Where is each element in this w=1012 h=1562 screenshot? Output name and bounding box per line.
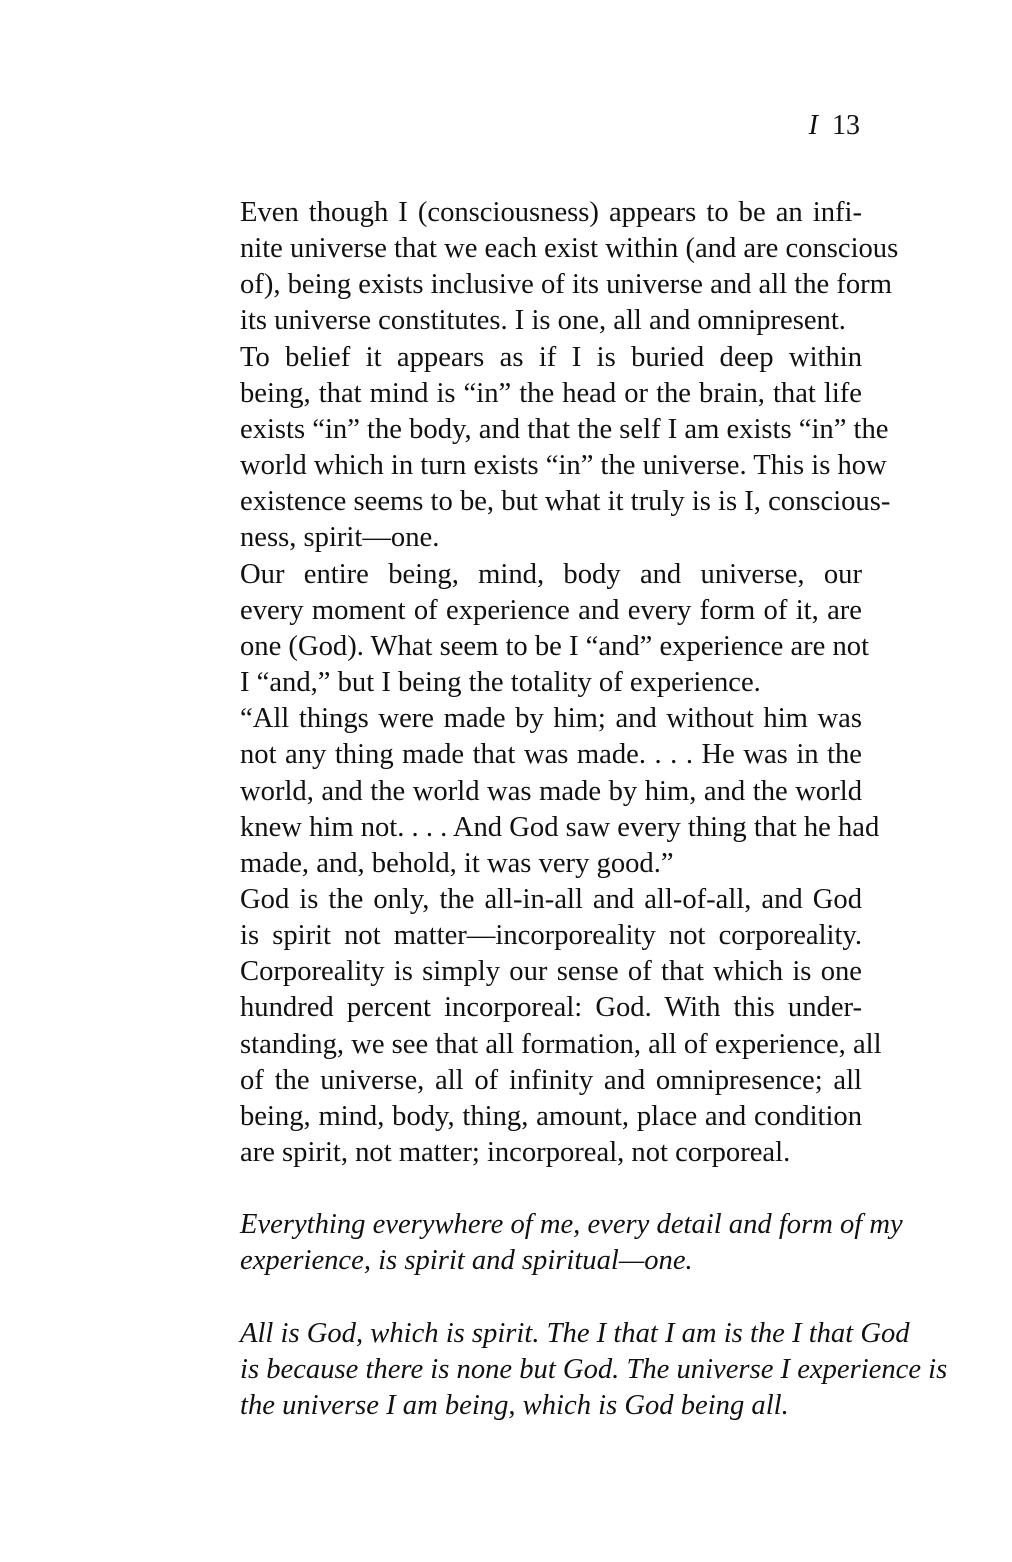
text-line: knew him not. . . . And God saw every thing that he had [240, 811, 880, 843]
text-line: not any thing made that was made. . . . He was in the [240, 739, 862, 771]
page-number: 13 [832, 110, 860, 141]
text-line: hundred percent incorporeal: God. With this under- [240, 992, 862, 1024]
text-line: ness, spirit—one. [240, 522, 440, 554]
text-line: All is God, which is spirit. The I that I am is the I that God [240, 1317, 910, 1349]
running-title: I [808, 110, 818, 141]
text-line: world which in turn exists “in” the universe. This is how [240, 450, 887, 482]
text-line: is because there is none but God. The universe I experience is [240, 1353, 948, 1385]
text-line: I “and,” but I being the totality of experience. [240, 667, 761, 699]
text-line: the universe I am being, which is God being all. [240, 1389, 789, 1421]
text-line: world, and the world was made by him, and the world [240, 775, 862, 807]
text-line: God is the only, the all-in-all and all-of-all, and God [240, 883, 862, 915]
text-line: Our entire being, mind, body and universe, our [240, 558, 862, 590]
text-line: existence seems to be, but what it truly is is I, conscious- [240, 486, 891, 518]
text-line: nite universe that we each exist within (and are conscious [240, 233, 899, 265]
text-line: its universe constitutes. I is one, all and omnipresent. [240, 305, 846, 337]
text-line: To belief it appears as if I is buried deep within [240, 341, 862, 373]
text-line: Corporeality is simply our sense of that which is one [240, 956, 862, 988]
text-line: “All things were made by him; and without him was [240, 703, 862, 735]
text-line: every moment of experience and every form of it, are [240, 594, 862, 626]
text-line: made, and, behold, it was very good.” [240, 847, 674, 879]
text-line: being, mind, body, thing, amount, place and condition [240, 1100, 862, 1132]
italic-statement [200, 1207, 903, 1279]
paragraph [200, 701, 880, 882]
text-line: of), being exists inclusive of its universe and all the form [240, 269, 892, 301]
text-line: Even though I (consciousness) appears to be an infi- [240, 197, 862, 228]
paragraph [200, 557, 870, 702]
text-line: are spirit, not matter; incorporeal, not corporeal. [240, 1137, 791, 1169]
text-line: being, that mind is “in” the head or the brain, that life [240, 377, 862, 409]
page-header [809, 108, 860, 144]
text-line: one (God). What seem to be I “and” experience are not [240, 630, 870, 662]
text-line: of the universe, all of infinity and omnipresence; all [240, 1064, 862, 1096]
text-line: Everything everywhere of me, every detail and form of my [240, 1209, 903, 1241]
text-line: exists “in” the body, and that the self I am exists “in” the [240, 413, 889, 445]
italic-statement [200, 1316, 948, 1424]
paragraph [200, 195, 899, 340]
text-line: is spirit not matter—incorporeality not corporeality. [240, 920, 862, 952]
paragraph [200, 340, 891, 557]
paragraph [200, 882, 882, 1171]
text-line: experience, is spirit and spiritual—one. [240, 1245, 693, 1277]
body-text [200, 195, 948, 1424]
text-line: standing, we see that all formation, all of experience, all [240, 1028, 882, 1060]
